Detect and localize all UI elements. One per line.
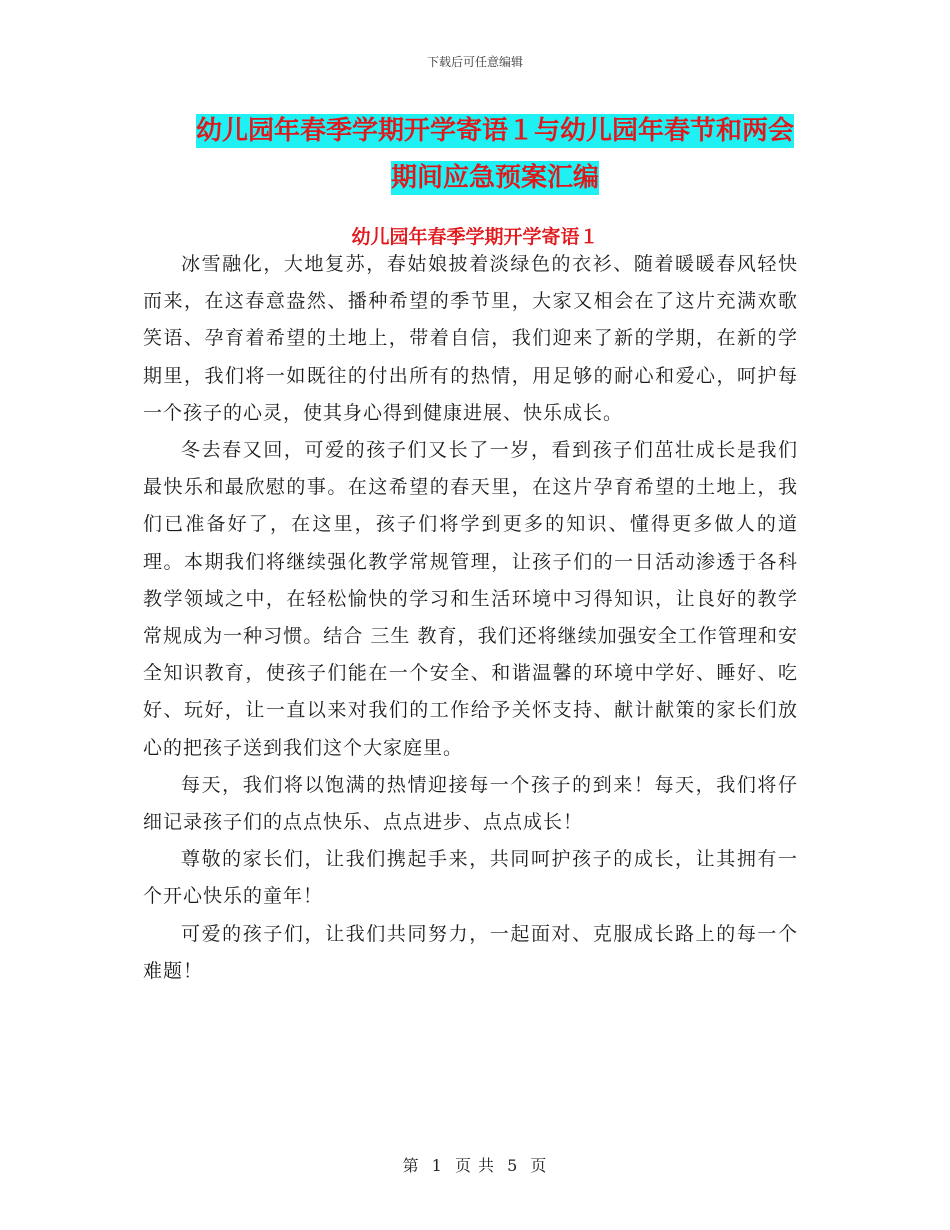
paragraph-1: 冰雪融化，大地复苏，春姑娘披着淡绿色的衣衫、随着暖暖春风轻快而来，在这春意盎然、播种希望的季节里，大家又相会在了这片充满欢歌笑语、孕育着希望的土地上，带着自信，我们迎来了新的学期，在新的学期里，我们将一如既往的付出所有的热情，用足够的耐心和爱心，呵护每一个孩子的心灵，使其身心得到健康进展、快乐成长。 <box>143 253 798 424</box>
footer-prefix: 第 <box>402 1156 420 1175</box>
footer-page-number: 1 <box>431 1156 443 1175</box>
section-title: 幼儿园年春季学期开学寄语１ <box>351 226 599 248</box>
document-title-line1: 幼儿园年春季学期开学寄语１与幼儿园年春节和两会 <box>195 116 794 146</box>
footer-total-pages: 5 <box>507 1156 519 1175</box>
footer-middle: 页 共 <box>454 1156 496 1175</box>
document-title <box>150 108 840 202</box>
paragraph-4: 尊敬的家长们，让我们携起手来，共同呵护孩子的成长，让其拥有一个开心快乐的童年！ <box>143 848 798 908</box>
body-content <box>143 246 798 990</box>
paragraph-2: 冬去春又回，可爱的孩子们又长了一岁，看到孩子们茁壮成长是我们最快乐和最欣慰的事。在这希望的春天里，在这片孕育希望的土地上，我们已准备好了，在这里，孩子们将学到更多的知识、懂得更多做人的道理。本期我们将继续强化教学常规管理，让孩子们的一日活动渗透于各科教学领域之中，在轻松愉快的学习和生活环境中习得知识，让良好的教学常规成为一种习惯。结合 三生 教育，我们还将继续加强安全工作管理和安全知识教育，使孩子们能在一个安全、和谐温馨的环境中学好、睡好、吃好、玩好，让一直以来对我们的工作给予关怀支持、献计献策的家长们放心的把孩子送到我们这个大家庭里。 <box>143 439 798 759</box>
header-note: 下载后可任意编辑 <box>426 55 523 69</box>
paragraph-3: 每天，我们将以饱满的热情迎接每一个孩子的到来！每天，我们将仔细记录孩子们的点点快乐、点点进步、点点成长！ <box>143 773 798 834</box>
footer-suffix: 页 <box>530 1156 548 1175</box>
document-title-line2: 期间应急预案汇编 <box>390 163 599 193</box>
page-footer <box>0 1153 950 1176</box>
paragraph-5: 可爱的孩子们，让我们共同努力，一起面对、克服成长路上的每一个难题！ <box>143 922 798 982</box>
